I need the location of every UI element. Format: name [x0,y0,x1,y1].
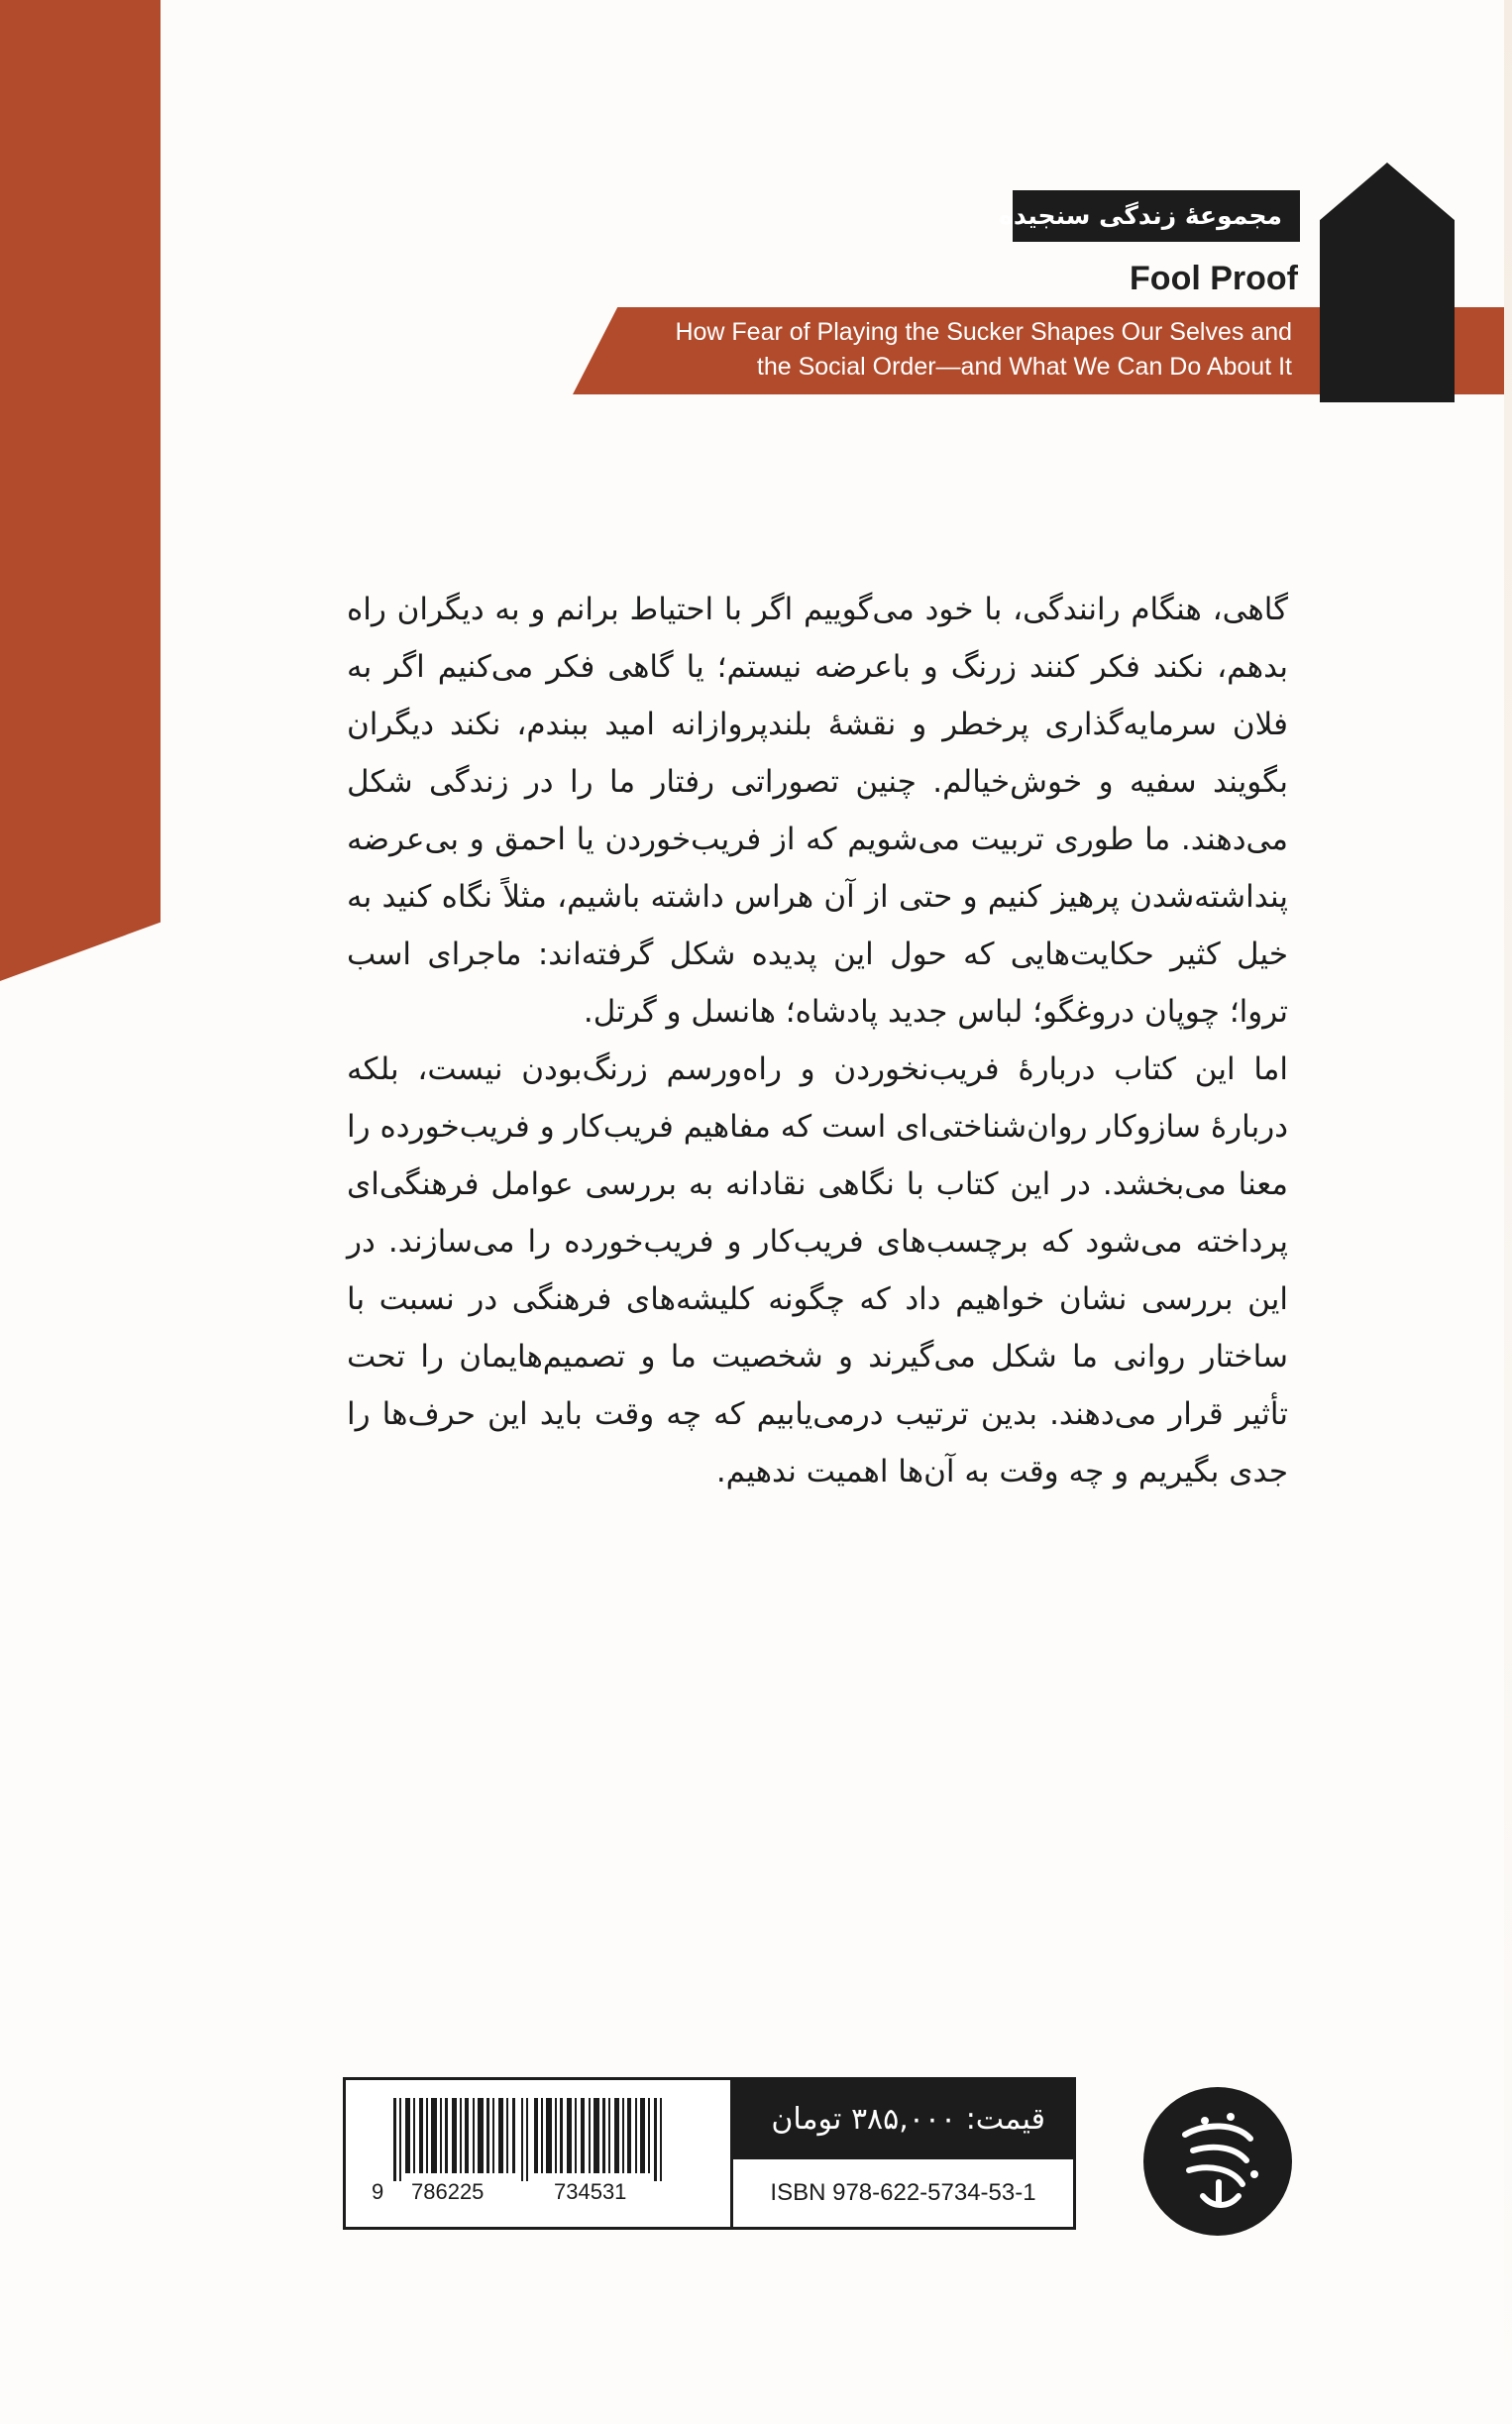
cover-edge [1504,0,1512,2424]
barcode-digit-first: 9 [372,2179,384,2204]
english-title: Fool Proof [1130,260,1298,297]
barcode-digits-left: 786225 [411,2179,485,2204]
book-description [347,581,1288,1500]
publisher-logo-icon [1143,2087,1292,2236]
description-paragraph-2: اما این کتاب دربارهٔ فریب‌نخوردن و راه‌ورسم زرنگ‌بودن نیست، بلکه دربارهٔ سازوکار روان‌شناختی‌ای است که مفاهیم فریب‌کار و فریب‌خورده را معنا می‌بخشد. در این کتاب با نگاهی نقادانه به بررسی عوامل فرهنگی‌ای پرداخته می‌شود که برچسب‌های فریب‌کار و فریب‌خورده را می‌سازند. در این بررسی نشان خواهیم داد که چگونه کلیشه‌های فرهنگی در نسبت با ساختار روانی ما شکل می‌گیرند و شخصیت ما و تصمیم‌هایمان را تحت تأثیر قرار می‌دهند. بدین ترتیب درمی‌یابیم که چه وقت باید این حرف‌ها را جدی بگیریم و چه وقت به آن‌ها اهمیت ندهیم. [347,1051,1288,1489]
english-subtitle-line2: the Social Order—and What We Can Do About It [756,353,1292,381]
barcode-digits-right: 734531 [554,2179,627,2204]
description-paragraph-1: گاهی، هنگام رانندگی، با خود می‌گوییم اگر با احتیاط برانم و به دیگران راه بدهم، نکند فکر کنند زرنگ و باعرضه نیستم؛ یا گاهی فکر می‌کنیم اگر به فلان سرمایه‌گذاری پرخطر و نقشهٔ بلندپروازانه امید ببندم، نکند دیگران بگویند سفیه و خوش‌خیالم. چنین تصوراتی رفتار ما را در زندگی شکل می‌دهند. ما طوری تربیت می‌شویم که از فریب‌خوردن یا احمق و بی‌عرضه پنداشته‌شدن پرهیز کنیم و حتی از آن هراس داشته باشیم، مثلاً نگاه کنید به خیل کثیر حکایت‌هایی که حول این پدیده شکل گرفته‌اند: ماجرای اسب تروا؛ چوپان دروغگو؛ لباس جدید پادشاه؛ هانسل و گرتل. [347,592,1288,1030]
isbn-number: ISBN 978-622-5734-53-1 [770,2179,1036,2206]
subtitle-band-edge [1455,307,1504,394]
price-isbn-box [343,2077,1076,2230]
publisher-logo [1143,2087,1292,2236]
series-label: مجموعهٔ زندگی سنجیده [1013,190,1300,242]
house-shape-icon [1320,163,1455,402]
price-label: قیمت: ۳۸۵,۰۰۰ تومان [733,2080,1073,2159]
left-color-strip [0,0,161,981]
barcode-icon [389,2098,687,2181]
english-subtitle [602,315,1292,385]
barcode [346,2080,733,2227]
english-subtitle-line1: How Fear of Playing the Sucker Shapes Our Selves and [675,318,1292,346]
